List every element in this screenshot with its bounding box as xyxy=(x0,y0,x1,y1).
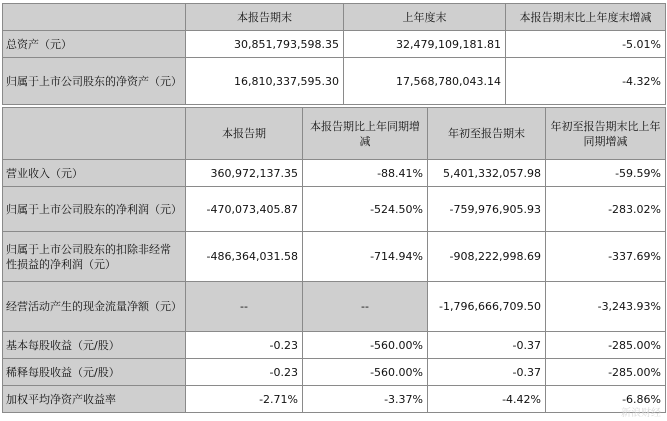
performance-header-row xyxy=(3,108,666,160)
row-label: 归属于上市公司股东的净资产（元） xyxy=(3,58,186,105)
cell-value: -470,073,405.87 xyxy=(186,187,303,232)
cell-value: -0.23 xyxy=(186,359,303,386)
cell-value: -4.32% xyxy=(506,58,666,105)
balance-header-period-end: 本报告期末 xyxy=(186,4,344,31)
cell-value: -59.59% xyxy=(546,160,666,187)
table-row xyxy=(3,332,666,359)
cell-value: -2.71% xyxy=(186,386,303,413)
cell-value: 360,972,137.35 xyxy=(186,160,303,187)
table-row xyxy=(3,359,666,386)
cell-value: 16,810,337,595.30 xyxy=(186,58,344,105)
cell-value: -486,364,031.58 xyxy=(186,232,303,282)
performance-header-current-period: 本报告期 xyxy=(186,108,303,160)
cell-value: -1,796,666,709.50 xyxy=(428,282,546,332)
cell-value: -0.37 xyxy=(428,359,546,386)
cell-value: -908,222,998.69 xyxy=(428,232,546,282)
cell-value: -4.42% xyxy=(428,386,546,413)
cell-value: -5.01% xyxy=(506,31,666,58)
table-row xyxy=(3,232,666,282)
cell-value: -285.00% xyxy=(546,332,666,359)
table-row xyxy=(3,282,666,332)
table-row xyxy=(3,160,666,187)
watermark: 新浪财经 xyxy=(621,408,661,419)
row-label: 加权平均净资产收益率 xyxy=(3,386,186,413)
performance-header-current-change: 本报告期比上年同期增减 xyxy=(303,108,428,160)
table-row xyxy=(3,386,666,413)
balance-header-prior-year-end: 上年度末 xyxy=(344,4,506,31)
cell-value: -3.37% xyxy=(303,386,428,413)
row-label: 营业收入（元） xyxy=(3,160,186,187)
balance-header-change: 本报告期末比上年度末增减 xyxy=(506,4,666,31)
cell-value: -283.02% xyxy=(546,187,666,232)
row-label: 归属于上市公司股东的净利润（元） xyxy=(3,187,186,232)
cell-value: -- xyxy=(186,282,303,332)
cell-value: -337.69% xyxy=(546,232,666,282)
cell-value: -88.41% xyxy=(303,160,428,187)
balance-table xyxy=(2,3,666,105)
cell-value: -285.00% xyxy=(546,359,666,386)
row-label: 基本每股收益（元/股） xyxy=(3,332,186,359)
cell-value: -524.50% xyxy=(303,187,428,232)
row-label: 经营活动产生的现金流量净额（元） xyxy=(3,282,186,332)
balance-header-blank xyxy=(3,4,186,31)
cell-value: -0.37 xyxy=(428,332,546,359)
performance-table xyxy=(2,107,666,413)
cell-value: 5,401,332,057.98 xyxy=(428,160,546,187)
performance-header-ytd: 年初至报告期末 xyxy=(428,108,546,160)
balance-header-row xyxy=(3,4,666,31)
cell-value: 30,851,793,598.35 xyxy=(186,31,344,58)
performance-header-blank xyxy=(3,108,186,160)
row-label: 归属于上市公司股东的扣除非经常性损益的净利润（元） xyxy=(3,232,186,282)
performance-header-ytd-change: 年初至报告期末比上年同期增减 xyxy=(546,108,666,160)
cell-value: -3,243.93% xyxy=(546,282,666,332)
cell-value: -560.00% xyxy=(303,359,428,386)
cell-value: -560.00% xyxy=(303,332,428,359)
cell-value: 17,568,780,043.14 xyxy=(344,58,506,105)
cell-value: -759,976,905.93 xyxy=(428,187,546,232)
table-row xyxy=(3,58,666,105)
cell-value: -0.23 xyxy=(186,332,303,359)
cell-value: -6.86% xyxy=(546,386,666,413)
cell-value: -714.94% xyxy=(303,232,428,282)
cell-value: -- xyxy=(303,282,428,332)
row-label: 总资产（元） xyxy=(3,31,186,58)
table-row xyxy=(3,31,666,58)
table-row xyxy=(3,187,666,232)
row-label: 稀释每股收益（元/股） xyxy=(3,359,186,386)
cell-value: 32,479,109,181.81 xyxy=(344,31,506,58)
